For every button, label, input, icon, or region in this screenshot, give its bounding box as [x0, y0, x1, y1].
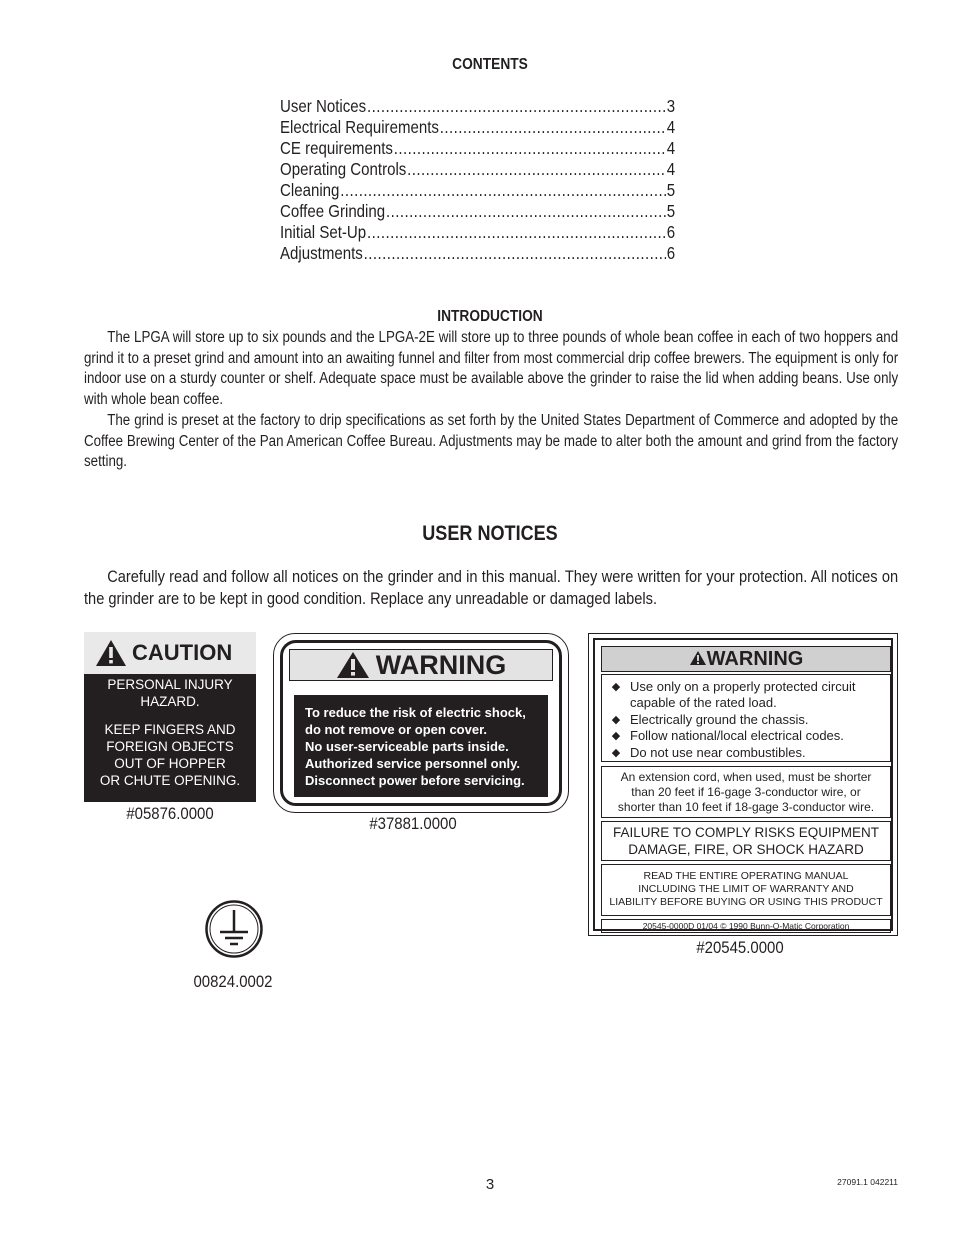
caution-text: PERSONAL INJURY HAZARD. KEEP FINGERS AND FOREIGN OBJECTS OUT OF HOPPER OR CHUTE OPENING. — [99, 677, 241, 788]
toc-entry[interactable] — [280, 222, 675, 243]
intro-paragraph-2: The grind is preset at the factory to drip specifications as set forth by the United States Department of Commerce and adopted by the Coffee Brewing Center of the Pan American Coffee Bureau. Adjustments may be made to alter both the amount and grind from the factory setting. — [84, 412, 899, 471]
toc-title: Electrical Requirements — [280, 117, 439, 137]
ground-symbol-part-number: 00824.0002 — [193, 972, 273, 991]
warning-electrical-bullets: ◆ Use only on a properly protected circuit capable of the rated load. ◆ Electrically ground the chassis. ◆ Follow national/local electrical codes. ◆ Do not use near combustibles. — [601, 674, 891, 762]
read-manual-notice: READ THE ENTIRE OPERATING MANUAL INCLUDING THE LIMIT OF WARRANTY AND LIABILITY BEFORE BUYING OR USING THIS PRODUCT — [601, 864, 891, 916]
warning-electrical-part-number: #20545.0000 — [696, 938, 784, 957]
warning-electrical-label — [588, 633, 898, 936]
toc-page: 4 — [666, 159, 676, 179]
label-footer: 20545-0000D 01/04 © 1990 Bunn-O-Matic Corporation — [601, 919, 891, 933]
caution-label — [84, 632, 256, 802]
toc-entry[interactable] — [280, 117, 675, 138]
warning-shock-part-number: #37881.0000 — [369, 814, 457, 833]
caution-part-number: #05876.0000 — [126, 804, 214, 823]
intro-paragraph-1: The LPGA will store up to six pounds and the LPGA-2E will store up to three pounds of whole bean coffee in each of two hoppers and grind it to a preset grind and amount into an awaiting funnel and filter from most commercial drip coffee brewers. The equipment is only for indoor use on a sturdy counter or shelf. Adequate space must be available above the grinder to raise the lid when adding beans. Use only with whole bean coffee. — [84, 329, 899, 408]
toc-title: Initial Set-Up — [280, 222, 367, 242]
toc-page: 3 — [666, 96, 676, 116]
toc-title: Coffee Grinding — [280, 201, 386, 221]
introduction-heading: INTRODUCTION — [437, 308, 543, 325]
diamond-bullet-icon: ◆ — [611, 730, 621, 743]
toc-entry[interactable] — [280, 159, 675, 180]
diamond-bullet-icon: ◆ — [611, 746, 621, 759]
page-number: 3 — [485, 1176, 495, 1193]
toc-title: CE requirements — [280, 138, 393, 158]
user-notices-heading: USER NOTICES — [422, 522, 558, 545]
toc-title: Adjustments — [280, 243, 363, 263]
toc-entry[interactable] — [280, 201, 675, 222]
warning-shock-title: WARNING — [375, 649, 507, 680]
warning-triangle-icon — [689, 650, 707, 666]
toc-page: 4 — [666, 138, 676, 158]
contents-heading: CONTENTS — [452, 56, 528, 73]
table-of-contents — [280, 96, 675, 264]
extension-cord-notice: An extension cord, when used, must be shorter than 20 feet if 16-gage 3-conductor wire, or shorter than 10 feet if 18-gage 3-conductor wire. — [601, 766, 891, 818]
document-code: 27091.1 042211 — [837, 1177, 898, 1187]
toc-page: 6 — [666, 243, 676, 263]
toc-title: Operating Controls — [280, 159, 407, 179]
warning-electrical-header — [601, 646, 891, 672]
user-notices-paragraph: Carefully read and follow all notices on the grinder and in this manual. They were written for your protection. All notices on the grinder are to be kept in good condition. Replace any unreadable or damaged labels. — [84, 567, 899, 608]
ground-symbol-icon — [204, 899, 264, 959]
toc-page: 5 — [666, 201, 676, 221]
toc-page: 6 — [666, 222, 676, 242]
warning-triangle-icon — [336, 651, 370, 679]
toc-page: 4 — [666, 117, 676, 137]
warning-triangle-icon — [94, 638, 128, 668]
warning-shock-label — [273, 633, 569, 813]
diamond-bullet-icon: ◆ — [611, 713, 621, 726]
caution-header — [84, 632, 256, 674]
toc-entry[interactable] — [280, 138, 675, 159]
warning-shock-header — [289, 649, 553, 681]
warning-shock-text: To reduce the risk of electric shock, do not remove or open cover. No user-serviceable parts inside. Authorized service personnel only. Disconnect power before servicing. — [294, 695, 548, 797]
caution-title: CAUTION — [132, 640, 233, 665]
toc-title: User Notices — [280, 96, 367, 116]
toc-entry[interactable] — [280, 180, 675, 201]
toc-entry[interactable] — [280, 96, 675, 117]
failure-notice: FAILURE TO COMPLY RISKS EQUIPMENT DAMAGE, FIRE, OR SHOCK HAZARD — [601, 821, 891, 861]
toc-title: Cleaning — [280, 180, 340, 200]
toc-entry[interactable] — [280, 243, 675, 264]
diamond-bullet-icon: ◆ — [611, 681, 621, 693]
warning-electrical-title: WARNING — [706, 648, 804, 670]
toc-page: 5 — [666, 180, 676, 200]
